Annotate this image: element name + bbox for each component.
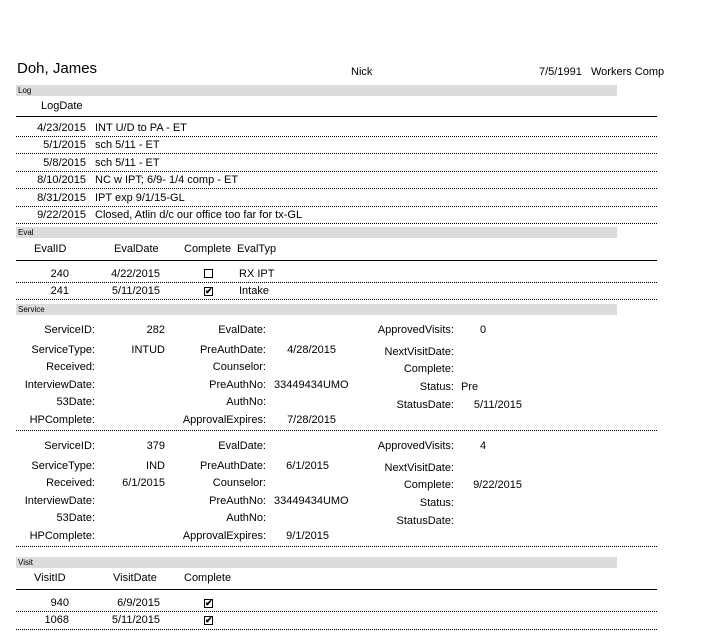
eval-row-date: 4/22/2015 xyxy=(111,268,160,280)
preauth-no-label: PreAuthNo: xyxy=(209,379,266,391)
approval-expires-value: 7/28/2015 xyxy=(287,414,336,426)
visit-complete-checkbox[interactable]: ✔ xyxy=(205,615,213,625)
visit-section-band xyxy=(16,557,617,568)
service-id-value: 379 xyxy=(146,440,165,452)
next-visit-date-label: NextVisitDate: xyxy=(384,462,454,474)
row-divider xyxy=(16,188,657,189)
service-id-value: 282 xyxy=(146,324,165,336)
approved-visits-label: ApprovedVisits: xyxy=(377,440,454,452)
counselor-label: Counselor: xyxy=(212,477,266,489)
preauth-date-label: PreAuthDate: xyxy=(199,460,266,472)
preauth-date-value: 4/28/2015 xyxy=(287,344,336,356)
eval-complete-checkbox[interactable] xyxy=(204,269,213,278)
visit-row-date: 5/11/2015 xyxy=(111,614,160,626)
hp-complete-label: HPComplete: xyxy=(29,530,95,542)
service-type-label: ServiceType: xyxy=(31,344,95,356)
log-row-note: Closed, Atlin d/c our office too far for tx-GL xyxy=(95,209,303,221)
approval-expires-label: ApprovalExpires: xyxy=(182,414,266,426)
eval-row-type: RX IPT xyxy=(239,268,275,280)
log-row-note: NC w IPT; 6/9- 1/4 comp - ET xyxy=(95,174,239,186)
log-row-note: sch 5/11 - ET xyxy=(95,139,160,151)
log-date-header: LogDate xyxy=(41,100,83,112)
log-row-note: sch 5/11 - ET xyxy=(95,157,160,169)
eval-row-type: Intake xyxy=(239,285,269,297)
service-type-value: INTUD xyxy=(131,344,165,356)
status-value: Pre xyxy=(461,381,479,393)
status-date-label: StatusDate: xyxy=(396,399,454,411)
preauth-no-value: 33449434UMO xyxy=(274,495,349,507)
preauth-date-label: PreAuthDate: xyxy=(199,344,266,356)
row-divider xyxy=(16,611,657,612)
service-type-label: ServiceType: xyxy=(31,460,95,472)
log-section-label: Log xyxy=(18,86,32,95)
case-type: Workers Comp xyxy=(591,66,665,78)
log-section-band xyxy=(16,85,617,96)
approved-visits-value: 0 xyxy=(480,324,487,336)
complete-value: 9/22/2015 xyxy=(473,479,522,491)
visit-row-id: 1068 xyxy=(44,614,69,626)
eval-section-label: Eval xyxy=(18,228,34,237)
received-label: Received: xyxy=(46,477,95,489)
service-type-value: IND xyxy=(146,460,165,472)
auth-no-label: AuthNo: xyxy=(226,512,266,524)
approval-expires-value: 9/1/2015 xyxy=(286,530,329,542)
row-divider xyxy=(16,282,657,283)
date-53-label: 53Date: xyxy=(56,512,95,524)
row-divider xyxy=(16,629,657,630)
row-divider xyxy=(16,206,657,207)
row-divider xyxy=(16,299,657,300)
next-visit-date-label: NextVisitDate: xyxy=(384,346,454,358)
counselor-label: Counselor: xyxy=(212,361,266,373)
log-row-date: 5/8/2015 xyxy=(43,157,86,169)
service-id-label: ServiceID: xyxy=(44,324,95,336)
hp-complete-label: HPComplete: xyxy=(29,414,95,426)
date-of-birth: 7/5/1991 xyxy=(539,66,582,78)
row-divider xyxy=(16,430,657,431)
therapist-name: Nick xyxy=(351,66,373,78)
log-row-note: INT U/D to PA - ET xyxy=(95,122,187,134)
approved-visits-value: 4 xyxy=(480,440,487,452)
visit-id-header: VisitID xyxy=(34,572,66,584)
row-divider xyxy=(16,136,657,137)
eval-row-id: 240 xyxy=(50,268,69,280)
date-53-label: 53Date: xyxy=(56,396,95,408)
visit-complete-header: Complete xyxy=(184,572,232,584)
log-row-date: 9/22/2015 xyxy=(37,209,86,221)
log-row-date: 4/23/2015 xyxy=(37,122,86,134)
visit-row-id: 940 xyxy=(50,597,69,609)
eval-section-band xyxy=(16,227,617,238)
eval-id-header: EvalID xyxy=(34,243,67,255)
auth-no-label: AuthNo: xyxy=(226,396,266,408)
service-section-band xyxy=(16,304,617,315)
row-divider xyxy=(16,153,657,154)
eval-type-header: EvalTyp xyxy=(237,243,277,255)
status-date-value: 5/11/2015 xyxy=(473,399,522,411)
row-divider xyxy=(16,546,657,547)
service-section-label: Service xyxy=(18,305,45,314)
eval-date-label: EvalDate: xyxy=(218,440,266,452)
interview-date-label: InterviewDate: xyxy=(24,379,95,391)
status-label: Status: xyxy=(419,381,454,393)
visit-complete-checkbox[interactable]: ✔ xyxy=(205,598,213,608)
visit-section-label: Visit xyxy=(18,558,33,567)
eval-row-id: 241 xyxy=(50,285,69,297)
eval-date-label: EvalDate: xyxy=(218,324,266,336)
complete-label: Complete: xyxy=(403,363,454,375)
eval-row-date: 5/11/2015 xyxy=(111,285,160,297)
status-label: Status: xyxy=(419,497,454,509)
preauth-no-value: 33449434UMO xyxy=(274,379,349,391)
status-date-label: StatusDate: xyxy=(396,515,454,527)
log-row-note: IPT exp 9/1/15-GL xyxy=(95,192,185,204)
preauth-no-label: PreAuthNo: xyxy=(209,495,266,507)
log-row-date: 5/1/2015 xyxy=(43,139,86,151)
visit-header-rule xyxy=(16,589,657,590)
row-divider xyxy=(16,223,657,224)
eval-complete-header: Complete xyxy=(184,243,232,255)
log-header-rule xyxy=(16,116,657,117)
interview-date-label: InterviewDate: xyxy=(24,495,95,507)
log-row-date: 8/10/2015 xyxy=(37,174,86,186)
approved-visits-label: ApprovedVisits: xyxy=(377,324,454,336)
preauth-date-value: 6/1/2015 xyxy=(286,460,329,472)
eval-complete-checkbox[interactable]: ✔ xyxy=(205,286,213,296)
visit-row-date: 6/9/2015 xyxy=(117,597,160,609)
row-divider xyxy=(16,171,657,172)
service-id-label: ServiceID: xyxy=(44,440,95,452)
visit-date-header: VisitDate xyxy=(113,572,157,584)
complete-label: Complete: xyxy=(403,479,454,491)
approval-expires-label: ApprovalExpires: xyxy=(182,530,266,542)
eval-header-rule xyxy=(16,260,657,261)
log-row-date: 8/31/2015 xyxy=(37,192,86,204)
eval-date-header: EvalDate xyxy=(114,243,159,255)
patient-name: Doh, James xyxy=(17,60,98,77)
received-label: Received: xyxy=(46,361,95,373)
received-value: 6/1/2015 xyxy=(122,477,165,489)
